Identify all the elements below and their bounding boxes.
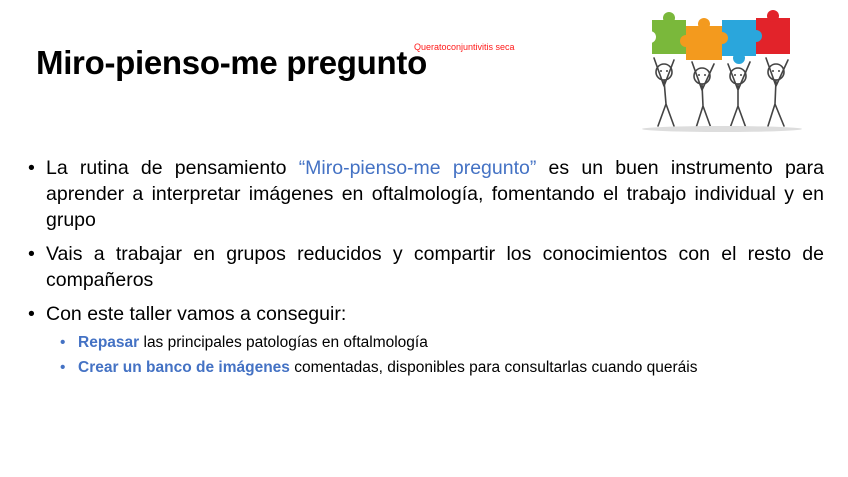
bullet-list <box>28 155 824 377</box>
puzzle-orange-piece <box>680 18 722 60</box>
bullet-dot: • <box>28 243 35 265</box>
topic-tag: Queratoconjuntivitis seca <box>414 42 515 52</box>
stick-figures <box>654 58 788 128</box>
sub-bullet-text: las principales patologías en oftalmología <box>139 334 428 351</box>
bullet-item <box>28 155 824 233</box>
bullet-text: Vais a trabajar en grupos reducidos y compartir los conocimientos con el resto de compañeros <box>46 243 824 291</box>
bullet-text: es un buen instrumento para aprender a interpretar imágenes en oftalmología, fomentando el trabajo individual y en grupo <box>46 157 824 231</box>
sub-bullet-text: comentadas, disponibles para consultarlas cuando queráis <box>289 359 698 376</box>
sub-bullet-dot: • <box>60 334 66 351</box>
sub-bullet-keyword: Repasar <box>78 334 140 351</box>
bullet-item <box>28 301 824 327</box>
bullet-item <box>28 241 824 293</box>
puzzle-team-icon <box>630 8 810 132</box>
bullet-dot: • <box>28 157 35 179</box>
sub-bullet-item <box>28 358 824 377</box>
bullet-text: Con este taller vamos a conseguir: <box>46 303 347 325</box>
routine-name-highlight: “Miro-pienso-me pregunto” <box>298 157 537 179</box>
sub-bullet-keyword: Crear un banco de imágenes <box>78 359 290 376</box>
puzzle-red-piece <box>750 10 790 54</box>
slide-title: Miro-pienso-me pregunto <box>36 44 427 81</box>
sub-bullet-item <box>28 333 824 352</box>
sub-bullet-dot: • <box>60 359 66 376</box>
bullet-dot: • <box>28 303 35 325</box>
puzzle-green-piece <box>644 12 686 54</box>
bullet-text: La rutina de pensamiento <box>46 157 299 179</box>
